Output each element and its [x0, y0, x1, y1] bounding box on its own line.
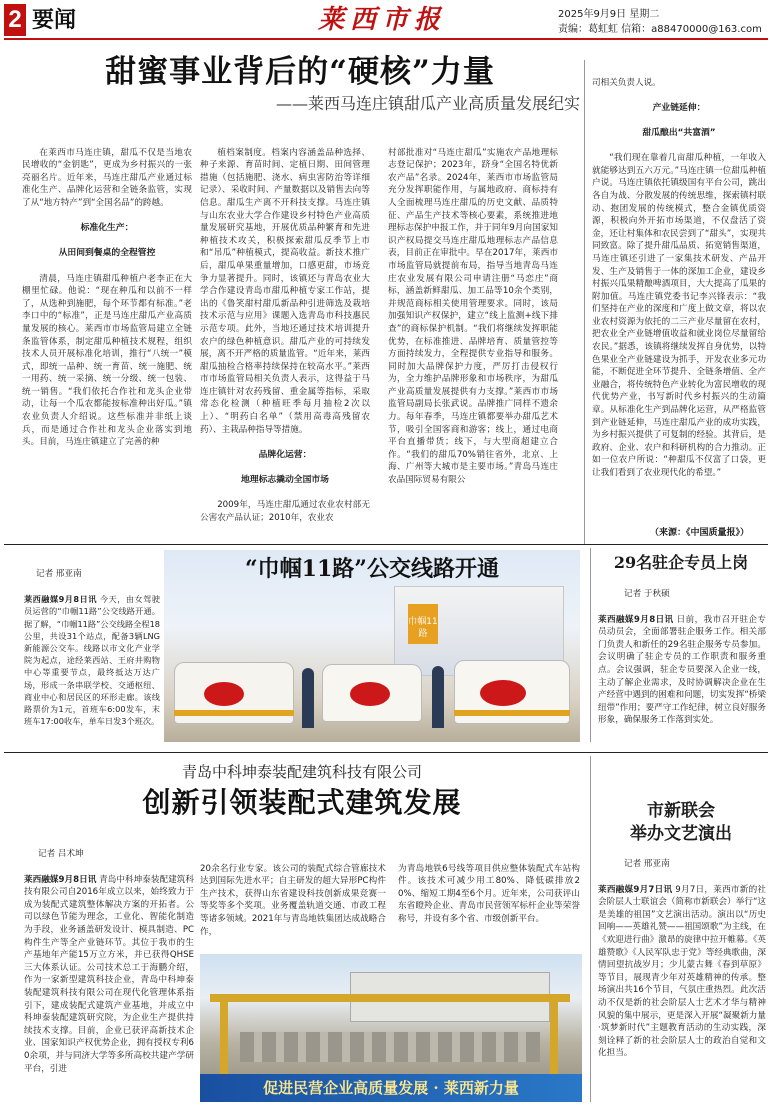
company-title: 创新引领装配式建筑发展	[142, 786, 462, 819]
factory-photo	[200, 954, 582, 1102]
col4-left-rule	[584, 60, 585, 544]
culture-reporter: 记者 邢亚南	[624, 859, 670, 869]
bus-article	[24, 581, 160, 727]
masthead-rule	[4, 38, 768, 40]
issue-date: 2025年9月9日 星期二	[558, 9, 660, 20]
paper-name: 莱西市报	[318, 5, 447, 35]
lead-col3-body: 村部批准对“马连庄甜瓜”实施农产品地理标志登记保护；2023年，跻身“全国名特优新农产品”名录。2024年，莱西市市场监管局充分发挥职能作用，与属地政府、商标持有人全面梳理马连庄甜瓜的历史文献、品质特征、产品生产技术等核心要素，系统推进地理标志保护申报工作，并于同年9月向国家知识产权局提交马连庄甜瓜地理标志产品信息表，目前正在审批中。早在2017年，莱西市市场监管局就提前布局，指导当地青岛马连庄农业发展有限公司申请注册“马恋庄”商标，涵盖新鲜甜瓜、加工品等10余个类别，并规范商标相关使用管理要求。同时，该局加强知识产权保护，建立“线上监测+线下排查”的商标保护机制。“我们将继续发挥职能优势，在标准推进、品牌培育、质量管控等方面持续发力，全程提供专业指导和服务。同时加大品牌保护力度，严厉打击侵权行为，全力维护品牌形象和市场秩序，为甜瓜产业高质量发展提供有力支撑。”莱西市市场监管局副局长张武说。品牌推广同样不遗余力。每年春季，马连庄镇都要举办甜瓜艺术节，吸引全国客商和游客；线上，通过电商平台直播带货；线下，与大型商超建立合作。“我们的甜瓜70%销往省外，北京、上海、广州等大城市是主要市场。”青岛马连庄农品国际贸易有限公	[388, 147, 558, 486]
driver-figure-1	[302, 668, 314, 728]
company-kicker: 青岛中科坤泰装配建筑科技有限公司	[181, 763, 422, 781]
gantry-crane	[210, 994, 570, 1002]
precast-stack	[240, 1032, 540, 1062]
bus-banner	[164, 550, 580, 742]
page-number-badge: 2	[4, 4, 26, 36]
lead-source: （来源：《中国质量报》）	[650, 528, 750, 538]
company-dateline: 莱西融媒9月8日讯	[24, 874, 97, 885]
building-sign: 巾帼11路	[408, 604, 438, 644]
lead-col1	[22, 134, 192, 536]
lead-bottom-rule	[4, 544, 768, 545]
lead-col4-body: “我们现在靠着几亩甜瓜种植，一年收入就能够达到五六万元。”马连庄镇一位甜瓜种植户说。马连庄镇依托镇级国有平台公司，跳出各自为战、分散发展的传统思维，探索镇村联动、抱团发展的传统模式，整合金镇优质资源，积极向外开拓市场渠道，不仅盘活了资金，还让村集体和农民尝到了“甜头”，实现共同致富。除了提升甜瓜品质、拓宽销售渠道，马连庄镇还引进了一家集技术研发、产品开发、生产及销售于一体的深加工企业，建设乡村振兴瓜果精酿啤酒项目，大大提高了瓜果的附加值。马连庄镇党委书记李兴锋表示：“我们坚持在产业的深度和广度上做文章，将以农业农村资源为依托的二三产业尽量留在农村，把农业全产业链增值收益和就业岗位尽量留给农民。”据悉，该镇将继续发挥自身优势，以特色果业全产业链建设为抓手，开发农业多元功能，不断促进全环节提升、全链条增值、全产业融合，将传统特色产业转化为富民增收的现代优势产业，书写新时代乡村振兴的生动篇章。从标准化生产到品牌化运营，从严格监管到产业链延伸，马连庄甜瓜产业的成功实践，为乡村振兴提供了可复制的经验。其背后，是政府、企业、农户和科研机构的合力推动。正如一位农户所说：“种甜瓜不仅富了口袋，更让我们看到了农业现代化的希望。”	[592, 153, 766, 478]
gantry-leg-right	[550, 994, 558, 1074]
driver-figure-2	[432, 666, 444, 728]
lead-intro: 在莱西市马连庄镇，甜瓜不仅是当地农民增收的“金钥匙”，更成为乡村振兴的一张亮丽名片。近年来，马连庄甜瓜产业通过标准化生产、品牌化运营和全链条监管，实现了从“地方特产”到“全国名品”的跨越。	[22, 147, 192, 208]
lead-col2	[200, 134, 370, 536]
lead-subhead-2b: 地理标志撬动全国市场	[241, 475, 329, 486]
culture-title-2: 举办文艺演出	[630, 824, 732, 844]
bus-banner-title: “巾帼11路”公交线路开通	[245, 556, 499, 582]
lead-subhead-3b: 甜瓜酿出“共富酒”	[642, 127, 716, 138]
company-col2	[200, 850, 386, 950]
ribbon-middle	[350, 682, 390, 706]
stationed-article	[598, 601, 766, 741]
stationed-dateline: 莱西融媒9月8日讯	[598, 614, 674, 625]
lead-col4	[592, 64, 766, 524]
lead-col1-body: 清晨，马连庄镇甜瓜种植户老李正在大棚里忙碌。他说：“现在种瓜和以前不一样了，从选种到施肥，每个环节都有标准。”老李口中的“标准”，正是马连庄甜瓜产业高质量发展的核心。莱西市市场监管局建立全链条监管体系，制定甜瓜种植技术规程，组织技术人员开展标准化培训，推行“八统一”模式，即统一品种、统一育苗、统一施肥、统一用药、统一采摘、统一分级、统一包装、统一销售。“我们依托合作社和龙头企业带动，让每一个瓜农都能按标准种出好瓜。”镇农业负责人介绍说。这些标准并非纸上谈兵，而是通过合作社和龙头企业落实到地头。目前，马连庄镇建立了完善的种	[22, 273, 192, 448]
bus-dateline: 莱西融媒9月8日讯	[24, 594, 97, 605]
ribbon-left	[204, 682, 244, 706]
gantry-leg-left	[220, 994, 228, 1074]
bus-body: 今天，由女驾驶员运营的“巾帼11路”公交线路开通。据了解，“巾帼11路”公交线路全程18公里，共设31个站点，配备3辆LNG新能源公交车。线路以市文化产业学院为起点，途经莱西站、王府井购物中心等重要节点，最终抵达万达广场，形成一条串联学校、交通枢纽、商业中心和居民区的环形走廊。该线路票价为1元，首班车6:00发车，末班车17:00收车，单车日发3个班次。	[24, 594, 160, 727]
bus-right-stripe	[454, 710, 570, 716]
lead-subhead-1a: 标准化生产：	[80, 223, 134, 234]
bus-left-stripe	[174, 710, 294, 716]
company-col2-body: 20余名行业专家。该公司的装配式综合管廊技术达到国际先进水平；自主研发的超大异形PC构件生产技术，获得山东省建设科技创新成果竞赛一等奖等多个奖项。业务覆盖轨道交通、市政工程等诸多领域。2021年与青岛地铁集团达成战略合作，	[200, 863, 386, 937]
lead-col2-tail: 2009年，马连庄甜瓜通过农业农村部无公害农产品认证；2010年，农业农	[200, 500, 370, 523]
lead-subhead-2a: 品牌化运营：	[258, 449, 312, 460]
lead-title: 甜蜜事业背后的“硬核”力量	[105, 54, 495, 90]
ribbon-right	[480, 680, 526, 706]
stationed-title: 29名驻企专员上岗	[613, 553, 749, 572]
lead-subhead-3a: 产业链延伸：	[652, 102, 706, 113]
lead-col2-body: 植档案制度。档案内容涵盖品种选择、种子来源、育苗时间、定植日期、田间管理措施（包括施肥、浇水、病虫害防治等详细记录）、采收时间、产量数据以及销售去向等信息。甜瓜生产离不开科技支撑。马连庄镇与山东农业大学合作建设乡村特色产业高质量发展研究基地，开展优质品种繁育和先进种植技术攻关，积极探索甜瓜反季节上市和“吊瓜”种植模式，提高收益。新技术推广后，甜瓜单果重量增加，口感更甜，市场竞争力显著提升。同时，该镇还与青岛农业大学合作建设青岛市甜瓜种植专家工作站，提出的《鲁笑甜村甜瓜新品种引进筛选及栽培技术示范与应用》课题入选青岛市科技惠民示范专项。此外，当地还通过技术培训提升农户的绿色种植意识。甜瓜产业的可持续发展，离不开严格的质量监管。“近年来，莱西甜瓜抽检合格率持续保持在较高水平。”莱西市市场监管局相关负责人表示，这得益于马连庄镇针对农药残留、重金属等指标，采取常态化检测（种植旺季每月抽检2次以上）、“明药白名单”（禁用高毒高残留农药）、主栽品种指导等措施。	[200, 147, 370, 435]
company-col1	[24, 861, 194, 1103]
company-col1-body: 青岛中科坤泰装配建筑科技有限公司自2016年成立以来，始终致力于成为装配式建筑整体解决方案的开拓者。公司以绿色节能为理念，工业化、智能化制造为手段，业务涵盖研发设计、模具制造、PC构件生产等全产业链环节。其位于我市的生产基地年产能15万立方米，并已获得QHSE三大体系认证。公司技术总工于海鹏介绍，作为一家新型建筑科技企业，青岛中科坤泰装配建筑科技有限公司在现代化管理体系指引下，建成装配式建筑产业基地，并成立中科坤泰装配建筑研究院，为企业生产提供持续技术支撑。目前，企业已获评高新技术企业、国家知识产权优势企业，拥有授权专利60余项，并与同济大学等多所高校共建产学研平台，引进	[24, 874, 194, 1074]
lead-col3	[388, 134, 558, 536]
factory-photo-banner: 促进民营企业高质量发展 · 莱西新力量	[200, 1074, 582, 1102]
culture-dateline: 莱西融媒9月7日讯	[598, 884, 673, 895]
company-col3	[398, 850, 580, 950]
stationed-body: 日前，我市召开驻企专员动员会，全面部署驻企服务工作。相关部门负责人和新任的29名驻企服务专员参加。会议明确了驻企专员的工作职责和服务重点。会议强调，驻企专员要深入企业一线，主动了解企业需求，及时协调解决企业在生产经营中遇到的困难和问题，切实发挥“桥梁纽带”作用；要严守工作纪律，树立良好服务形象，确保服务工作落到实处。	[598, 614, 766, 726]
bus-reporter: 记者 邢亚南	[36, 569, 82, 579]
company-reporter: 记者 吕术坤	[38, 849, 84, 859]
stationed-left-rule	[590, 548, 591, 742]
editor-line: 责编：葛虹虹 信箱：a88470000@163.com	[558, 24, 762, 35]
company-col3-body: 为青岛地铁6号线等项目供应整体装配式车站构件。该技术可减少用工80%、降低碳排放20%、缩短工期4至6个月。近年来，公司获评山东省瞪羚企业、青岛市民营领军标杆企业等荣誉称号，并设有多个省、市级创新平台。	[398, 863, 580, 924]
lead-subtitle: ——莱西马连庄镇甜瓜产业高质量发展纪实	[275, 94, 580, 113]
culture-body: 9月7日，莱西市新的社会阶层人士联谊会（简称市新联会）举行“这是美雄的祖国”文艺演出活动。演出以“历史回响——英雄礼赞——祖国颂歌”为主线，在《欢迎进行曲》激昂的旋律中拉开帷幕。《英雄赞歌》《人民军队忠于党》等经典歌曲，深情回望抗战岁月；少儿蒙古舞《春到草原》等节目，展现青少年对英雄精神的传承。整场演出共16个节目，气氛庄重热烈。此次活动不仅是新的社会阶层人士艺术才华与精神风貌的集中展示，更是深入开展“凝聚新力量·筑梦新时代”主题教育活动的生动实践，深刻诠释了新的社会阶层人士的政治自觉和文化担当。	[598, 884, 767, 1059]
section-name: 要闻	[32, 8, 77, 33]
lead-subhead-1b: 从田间到餐桌的全程管控	[58, 248, 156, 259]
stationed-reporter: 记者 于秋硕	[624, 589, 670, 599]
culture-left-rule	[590, 756, 591, 1102]
lead-col4-top: 司相关负责人说。	[592, 77, 661, 88]
culture-title-1: 市新联会	[647, 801, 715, 821]
middle-rule	[4, 752, 768, 753]
culture-article	[598, 871, 766, 1103]
